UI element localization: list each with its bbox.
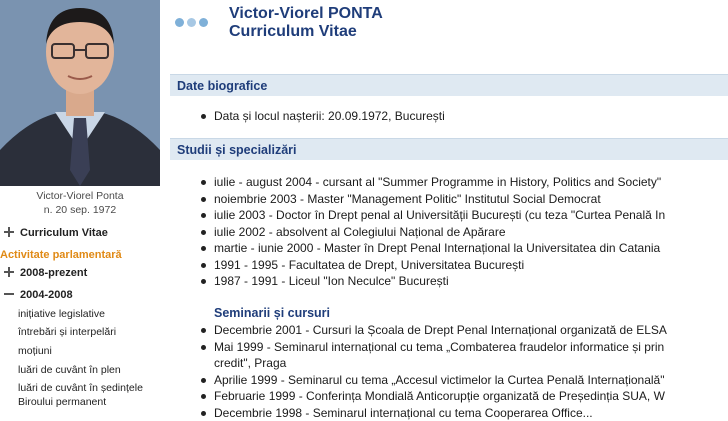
sidebar-subitem-luari-plen[interactable]: luări de cuvânt în plen bbox=[18, 363, 121, 377]
cv-subtitle: Curriculum Vitae bbox=[229, 23, 383, 41]
minus-icon bbox=[4, 289, 14, 299]
list-item: 1987 - 1991 - Liceul "Ion Neculce" București bbox=[170, 273, 728, 290]
plus-icon bbox=[4, 267, 14, 277]
caption-name: Victor-Viorel Ponta bbox=[0, 189, 160, 203]
list-item: iulie 2003 - Doctor în Drept penal al Universității București (cu teza "Curtea Penală In bbox=[170, 207, 728, 224]
plus-icon bbox=[4, 227, 14, 237]
person-name: Victor-Viorel PONTA bbox=[229, 5, 383, 23]
profile-photo bbox=[0, 0, 160, 186]
sidebar-item-activitate[interactable]: Activitate parlamentară bbox=[0, 248, 122, 262]
photo-caption bbox=[0, 189, 160, 217]
sidebar-item-2004[interactable]: 2004-2008 bbox=[4, 288, 73, 302]
list-item: Decembrie 1998 - Seminarul internațional cu tema Cooperarea Office... bbox=[170, 405, 728, 421]
page-title bbox=[229, 5, 383, 41]
sidebar-subitem-initiative[interactable]: inițiative legislative bbox=[18, 307, 105, 321]
list-item: Februarie 1999 - Conferința Mondială Anticorupție organizată de Președinția SUA, W bbox=[170, 388, 728, 405]
section-header-bio: Date biografice bbox=[170, 74, 728, 96]
bio-list bbox=[170, 108, 728, 125]
decorative-dots-icon bbox=[175, 14, 211, 32]
list-item: iulie 2002 - absolvent al Colegiului Național de Apărare bbox=[170, 224, 728, 241]
list-item: Data și locul nașterii: 20.09.1972, București bbox=[170, 108, 728, 125]
sidebar-item-2008[interactable]: 2008-prezent bbox=[4, 266, 87, 280]
studies-list bbox=[170, 174, 728, 290]
caption-birth: n. 20 sep. 1972 bbox=[0, 203, 160, 217]
main-content bbox=[170, 0, 728, 410]
sidebar-subitem-luari-sedinte[interactable]: luări de cuvânt în ședințele bbox=[18, 381, 143, 395]
list-item: Decembrie 2001 - Cursuri la Școala de Drept Penal Internațional organizată de ELSA bbox=[170, 322, 728, 339]
section-header-studies: Studii și specializări bbox=[170, 138, 728, 160]
section-header-seminars: Seminarii și cursuri bbox=[214, 306, 330, 320]
sidebar-subitem-intrebari[interactable]: întrebări și interpelări bbox=[18, 325, 116, 339]
sidebar-item-curriculum[interactable]: Curriculum Vitae bbox=[4, 226, 108, 240]
sidebar bbox=[0, 0, 165, 410]
seminars-list bbox=[170, 322, 728, 421]
list-item: iulie - august 2004 - cursant al "Summer Programme in History, Politics and Society" bbox=[170, 174, 728, 191]
list-item-continuation: credit", Praga bbox=[170, 355, 728, 372]
list-item: 1991 - 1995 - Facultatea de Drept, Universitatea București bbox=[170, 257, 728, 274]
list-item: Aprilie 1999 - Seminarul cu tema „Accesul victimelor la Curtea Penală Internațională" bbox=[170, 372, 728, 389]
list-item: noiembrie 2003 - Master "Management Politic" Institutul Social Democrat bbox=[170, 191, 728, 208]
list-item: Mai 1999 - Seminarul internațional cu tema „Combaterea fraudelor informatice și prin bbox=[170, 339, 728, 356]
sidebar-subitem-birou[interactable]: Biroului permanent bbox=[18, 395, 106, 409]
list-item: martie - iunie 2000 - Master în Drept Penal Internațional la Universitatea din Catania bbox=[170, 240, 728, 257]
sidebar-subitem-motiuni[interactable]: moțiuni bbox=[18, 344, 52, 358]
